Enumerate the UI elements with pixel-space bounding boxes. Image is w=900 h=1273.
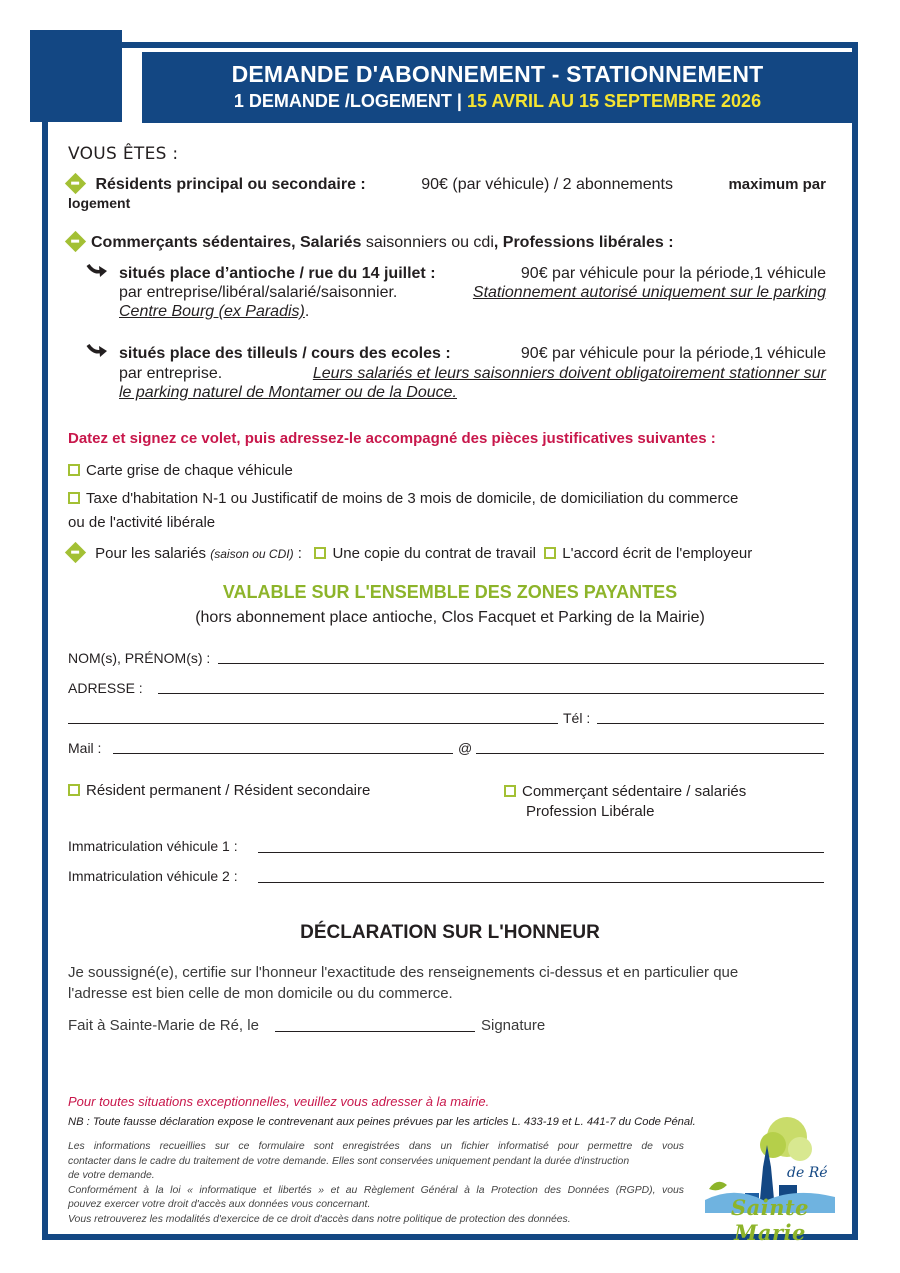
residents-price: 90€ (par véhicule) / 2 abonnements bbox=[421, 176, 673, 193]
salaries-option-contrat: Une copie du contrat de travail bbox=[332, 545, 536, 562]
commercants-block bbox=[68, 234, 674, 252]
doc-item-domicile bbox=[68, 487, 828, 535]
doc-item-label: Carte grise de chaque véhicule bbox=[86, 462, 293, 479]
salaries-row bbox=[68, 545, 752, 562]
place2-underlined2: le parking naturel de Montamer ou de la Douce. bbox=[119, 384, 457, 401]
validity-subtitle: (hors abonnement place antioche, Clos Facquet et Parking de la Mairie) bbox=[195, 609, 705, 626]
salaries-note: (saison ou CDI) bbox=[210, 547, 294, 561]
sainte-marie-logo bbox=[695, 1115, 845, 1245]
place1-line1: 90€ par véhicule pour la période,1 véhicule bbox=[520, 265, 826, 282]
nb-note: NB : Toute fausse déclaration expose le contrevenant aux peines prévues par les articles L. 433-19 et L. 441-7 du Code Pénal. bbox=[68, 1116, 696, 1128]
address-field-2[interactable] bbox=[68, 723, 558, 724]
doc-item-label-cont: ou de l'activité libérale bbox=[68, 514, 216, 531]
diamond-arrow-icon bbox=[65, 173, 86, 194]
place1-underlined2: Centre Bourg (ex Paradis) bbox=[119, 303, 305, 320]
header-subtitle-prefix: 1 DEMANDE /LOGEMENT | bbox=[233, 91, 467, 111]
place1-end: . bbox=[304, 303, 310, 320]
salaries-label: Pour les salariés bbox=[95, 545, 207, 562]
option-commercant-label: Commerçant sédentaire / salariés bbox=[522, 783, 747, 800]
header-period: 15 AVRIL AU 15 SEPTEMBRE 2026 bbox=[466, 91, 762, 111]
date-field[interactable] bbox=[275, 1031, 475, 1032]
privacy-line: pouvez exercer votre droit d'accès aux données vous concernant. bbox=[68, 1199, 371, 1210]
diamond-arrow-icon bbox=[65, 542, 86, 563]
diamond-arrow-icon bbox=[65, 231, 86, 252]
header-subtitle bbox=[142, 91, 853, 112]
place1-line2: par entreprise/libéral/salarié/saisonnier. bbox=[119, 284, 398, 301]
curved-arrow-icon bbox=[86, 342, 108, 365]
privacy-line: Les informations recueillies sur ce formulaire sont enregistrées dans un fichier informatisé pour permettre de vous bbox=[68, 1141, 684, 1152]
doc-item-carte-grise bbox=[68, 462, 293, 479]
commercants-text: saisonniers ou cdi bbox=[365, 234, 494, 251]
option-commercant bbox=[504, 782, 746, 822]
tel-label: Tél : bbox=[563, 710, 591, 726]
place1-block bbox=[119, 264, 826, 321]
place2-label: situés place des tilleuls / cours des ecoles : bbox=[119, 345, 451, 362]
place-label: Fait à Sainte-Marie de Ré, le bbox=[68, 1017, 259, 1034]
salaries-colon: : bbox=[293, 545, 302, 562]
residents-label: Résidents principal ou secondaire : bbox=[95, 176, 366, 193]
curved-arrow-icon bbox=[86, 262, 108, 285]
declaration-text-line2: l'adresse est bien celle de mon domicile ou du commerce. bbox=[68, 985, 453, 1002]
immat2-field[interactable] bbox=[258, 882, 824, 883]
checkbox[interactable] bbox=[504, 785, 516, 797]
header-title: DEMANDE D'ABONNEMENT - STATIONNEMENT bbox=[231, 61, 764, 87]
checkbox[interactable] bbox=[314, 547, 326, 559]
commercants-label2: , Professions libérales : bbox=[493, 234, 674, 251]
residents-max: maximum par bbox=[728, 176, 826, 193]
mail-user-field[interactable] bbox=[113, 753, 453, 754]
name-field[interactable] bbox=[218, 663, 824, 664]
place2-line1: 90€ par véhicule pour la période,1 véhicule bbox=[520, 345, 826, 362]
address-field[interactable] bbox=[158, 693, 824, 694]
immat2-label: Immatriculation véhicule 2 : bbox=[68, 868, 238, 884]
privacy-line: contacter dans le cadre du traitement de votre demande. Elles sont conservées uniquement pendant la durée d'instruction bbox=[68, 1155, 630, 1167]
residents-block bbox=[68, 175, 826, 213]
place2-underlined1: Leurs salariés et leurs saisonniers doivent obligatoirement stationner sur bbox=[312, 364, 826, 382]
name-label: NOM(s), PRÉNOM(s) : bbox=[68, 650, 211, 666]
logo-text: Sainte Marie bbox=[730, 1195, 810, 1245]
signature-label: Signature bbox=[481, 1017, 546, 1034]
privacy-line: Vous retrouverez les modalités d'exercice de ce droit d'accès dans notre politique de protection des données. bbox=[68, 1213, 571, 1225]
commercants-label1: Commerçants sédentaires, Salariés bbox=[91, 234, 362, 251]
tel-field[interactable] bbox=[597, 723, 824, 724]
salaries-option-accord: L'accord écrit de l'employeur bbox=[562, 545, 753, 562]
logo-script: de Ré bbox=[787, 1165, 828, 1181]
option-resident-label: Résident permanent / Résident secondaire bbox=[86, 782, 371, 799]
mail-domain-field[interactable] bbox=[476, 753, 824, 754]
at-sign: @ bbox=[458, 740, 473, 756]
declaration-text bbox=[68, 962, 838, 1004]
checkbox[interactable] bbox=[68, 784, 80, 796]
immat1-field[interactable] bbox=[258, 852, 824, 853]
place1-underlined1: Stationnement autorisé uniquement sur le parking bbox=[472, 284, 826, 301]
doc-item-label: Taxe d'habitation N-1 ou Justificatif de moins de 3 mois de domicile, de domiciliation du commerce bbox=[86, 490, 739, 507]
validity-title: VALABLE SUR L'ENSEMBLE DES ZONES PAYANTES bbox=[222, 582, 678, 602]
header-banner bbox=[142, 52, 853, 123]
place1-label: situés place d’antioche / rue du 14 juillet : bbox=[119, 265, 436, 282]
instruction-text: Datez et signez ce volet, puis adressez-le accompagné des pièces justificatives suivantes : bbox=[68, 430, 716, 447]
place2-line2: par entreprise. bbox=[119, 364, 223, 382]
option-commercant-label-2: Profession Libérale bbox=[526, 803, 655, 820]
page-frame bbox=[42, 42, 858, 1240]
option-resident bbox=[68, 782, 370, 799]
exceptional-note: Pour toutes situations exceptionnelles, veuillez vous adresser à la mairie. bbox=[68, 1094, 490, 1109]
privacy-line: Conformément à la loi « informatique et libertés » et au Règlement Général à la Protection des Données (RGPD), vous bbox=[68, 1184, 684, 1196]
intro-heading: VOUS ÊTES : bbox=[68, 144, 179, 164]
checkbox[interactable] bbox=[68, 492, 80, 504]
privacy-line: de votre demande. bbox=[68, 1170, 155, 1181]
immat1-label: Immatriculation véhicule 1 : bbox=[68, 838, 238, 854]
declaration-title: DÉCLARATION SUR L'HONNEUR bbox=[300, 922, 600, 943]
declaration-text-line1: Je soussigné(e), certifie sur l'honneur l'exactitude des renseignements ci-dessus et en particulier que bbox=[68, 964, 739, 981]
residents-logement: logement bbox=[68, 195, 131, 211]
privacy-notice bbox=[68, 1140, 684, 1227]
mail-label: Mail : bbox=[68, 740, 102, 756]
checkbox[interactable] bbox=[68, 464, 80, 476]
address-label: ADRESSE : bbox=[68, 680, 143, 696]
checkbox[interactable] bbox=[544, 547, 556, 559]
place2-block bbox=[119, 344, 826, 403]
